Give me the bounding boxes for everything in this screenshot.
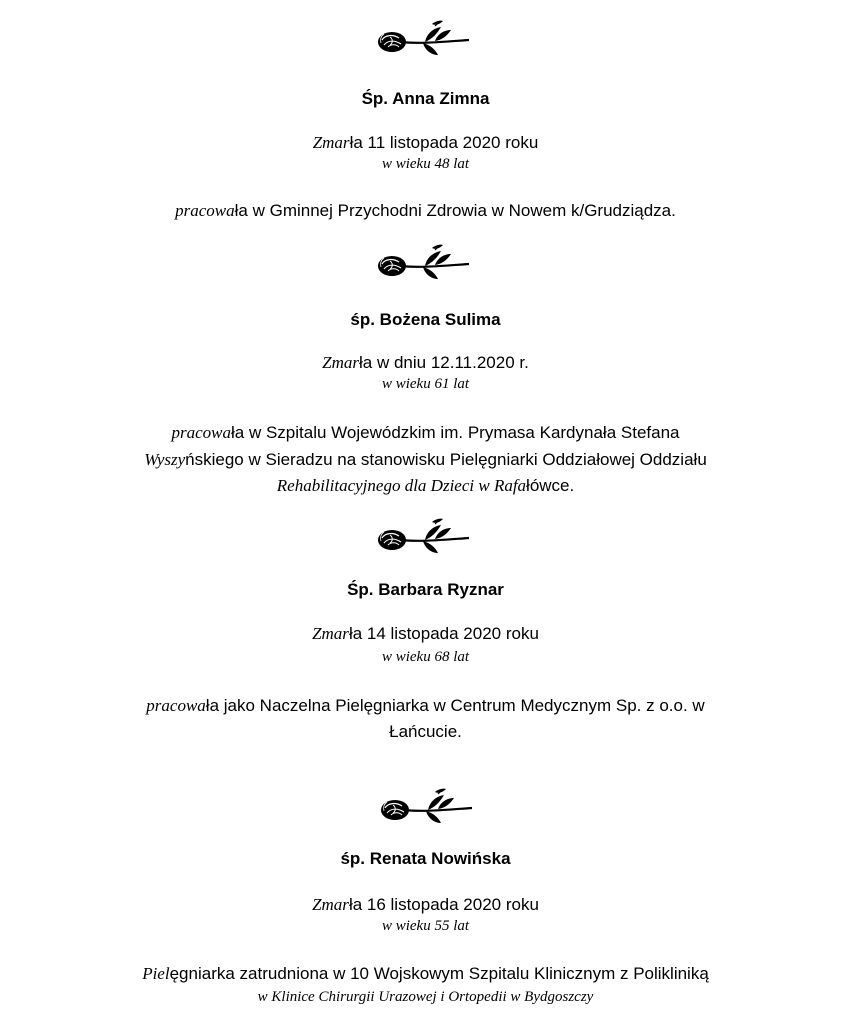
deceased-name: śp. Bożena Sulima <box>350 310 501 329</box>
work-line: pracowała w Gminnej Przychodni Zdrowia w Nowem k/Grudziądza. <box>175 201 676 220</box>
work-line: w Klinice Chirurgii Urazowej i Ortopedii w Bydgoszczy <box>257 989 594 1005</box>
work-line: pracowała jako Naczelna Pielęgniarka w Centrum Medycznym Sp. z o.o. w <box>146 696 705 715</box>
age-at-death: w wieku 55 lat <box>381 918 470 934</box>
deceased-name: śp. Renata Nowińska <box>340 849 511 868</box>
death-date: Zmarła 16 listopada 2020 roku <box>312 895 539 914</box>
work-line: Łańcucie. <box>389 722 462 741</box>
death-date: Zmarła 11 listopada 2020 roku <box>312 133 539 152</box>
work-line: pracowała w Szpitalu Wojewódzkim im. Prymasa Kardynała Stefana <box>171 423 680 442</box>
rose-icon <box>375 18 471 58</box>
age-at-death: w wieku 48 lat <box>381 156 470 172</box>
deceased-name: Śp. Barbara Ryznar <box>347 580 504 599</box>
work-line: Pielęgniarka zatrudniona w 10 Wojskowym Szpitalu Klinicznym z Polikliniką <box>142 964 709 983</box>
deceased-name: Śp. Anna Zimna <box>361 89 490 108</box>
rose-icon <box>375 516 471 556</box>
death-date: Zmarła w dniu 12.11.2020 r. <box>322 353 529 372</box>
rose-icon <box>378 786 474 826</box>
rose-icon <box>375 242 471 282</box>
age-at-death: w wieku 68 lat <box>381 649 470 665</box>
work-line: Wyszyńskiego w Sieradzu na stanowisku Pielęgniarki Oddziałowej Oddziału <box>144 450 707 469</box>
death-date: Zmarła 14 listopada 2020 roku <box>312 624 539 643</box>
work-line: Rehabilitacyjnego dla Dzieci w Rafałówce. <box>276 476 575 495</box>
age-at-death: w wieku 61 lat <box>381 376 470 392</box>
